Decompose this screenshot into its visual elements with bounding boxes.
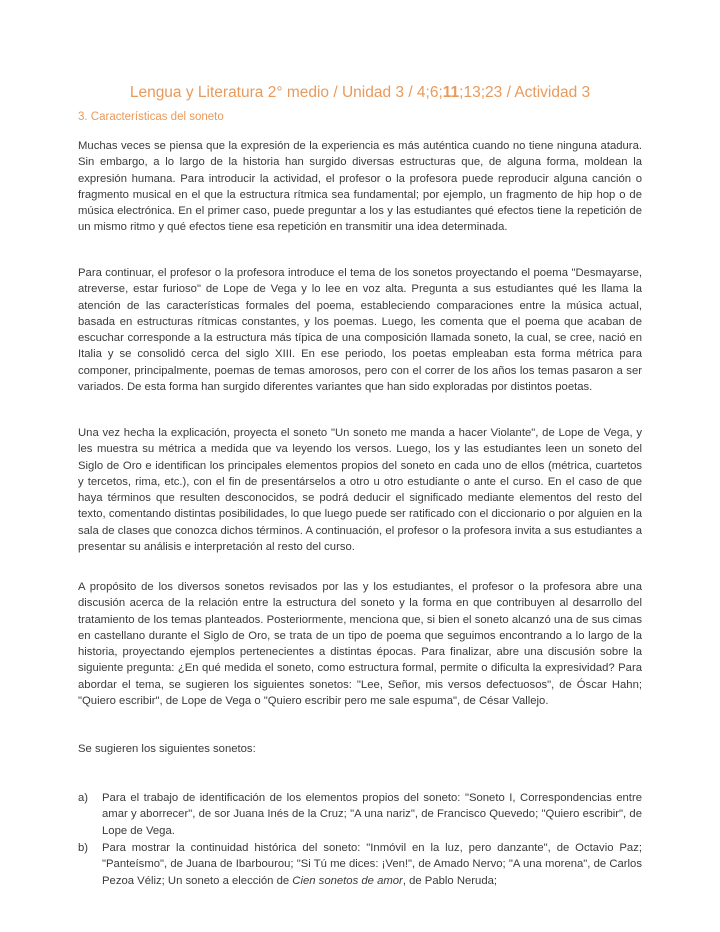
- paragraph-discussion: A propósito de los diversos sonetos revisados por las y los estudiantes, el profesor o la profesora abre una discusión acerca de la relación entre la estructura del soneto y la forma en que contribuyen al desarrollo del tratamiento de los temas planteados. Posteriormente, menciona que, si bien el soneto alcanzó una de sus cimas en castellano durante el Siglo de Oro, se trata de un tipo de poema que seguimos encontrando a lo largo de la historia, proyectando ejemplos pertenecientes a distintas épocas. Para finalizar, abre una discusión sobre la siguiente pregunta: ¿En qué medida el soneto, como estructura formal, permite o dificulta la expresividad? Para abordar el tema, se sugieren los siguientes sonetos: "Lee, Señor, mis versos defectuosos", de Óscar Hahn; "Quiero escribir", de Lope de Vega o "Quiero escribir pero me sale espuma", de César Vallejo.: [78, 581, 642, 708]
- paragraph-sonnet-intro: Para continuar, el profesor o la profesora introduce el tema de los sonetos proyectando el poema "Desmayarse, atreverse, estar furioso" de Lope de Vega y lo lee en voz alta. Pregunta a sus estudiantes qué les llama la atención de las características formales del poema, estableciendo comparaciones entre la música actual, basada en estructuras rítmicas constantes, y los poemas. Luego, les comenta que el poema que acaban de escuchar corresponde a la estructura más típica de una composición llamada soneto, la cual, se cree, nació en Italia y se consolidó cerca del siglo XIII. En ese periodo, los poetas empleaban esta forma métrica para componer, principalmente, poemas de temas amorosos, pero con el correr de los años los temas pasaron a ser variados. De esta forma han surgido diferentes variantes que han sido exploradas por distintos poetas.: [78, 267, 642, 394]
- paragraph-analysis: Una vez hecha la explicación, proyecta el soneto "Un soneto me manda a hacer Violante", de Lope de Vega, y les muestra su métrica a medida que va leyendo los versos. Luego, los y las estudiantes leen un soneto del Siglo de Oro e identifican los principales elementos propios del soneto en cada uno de ellos (métrica, cuartetos y tercetos, rima, etc.), con el fin de presentárselos a otro u otro estudiante o ante el curso. En el caso de que haya términos que resulten desconocidos, se podrá deducir el significado mediante elementos del resto del texto, comentando distintas posibilidades, lo que luego puede ser ratificado con el diccionario o por alguien en la sala de clases que conozca dichos términos. A continuación, el profesor o la profesora invita a sus estudiantes a presentar su análisis e interpretación al resto del curso.: [78, 427, 642, 554]
- list-text: Para mostrar la continuidad histórica del soneto: "Inmóvil en la luz, pero danzante", de Octavio Paz; "Panteísmo", de Juana de Ibarbourou; "Si Tú me dices: ¡Ven!", de Amado Nervo; "A una morena", de Carlos Pezoa Véliz; Un soneto a elección de Cien sonetos de amor, de Pablo Neruda;: [102, 842, 642, 887]
- list-item: [78, 840, 642, 889]
- page-title: Lengua y Literatura 2° medio / Unidad 3 / 4;6;11;13;23 / Actividad 3: [129, 84, 591, 101]
- list-marker: a): [78, 792, 89, 804]
- paragraph-suggestions: Se sugieren los siguientes sonetos:: [78, 743, 256, 755]
- list-item: [78, 790, 642, 839]
- paragraph-intro: Muchas veces se piensa que la expresión de la experiencia es más auténtica cuando no tiene ninguna atadura. Sin embargo, a lo largo de la historia han surgido diversas estructuras que, de alguna forma, moldean la expresión humana. Para introducir la actividad, el profesor o la profesora puede reproducir alguna canción o fragmento musical en el que la estructura rítmica sea fundamental; por ejemplo, un fragmento de hip hop o de música electrónica. En el primer caso, puede preguntar a los y las estudiantes qué efectos tiene la repetición de un mismo ritmo y qué efectos tiene esa repetición en transmitir una idea determinada.: [78, 140, 642, 234]
- section-heading: 3. Características del soneto: [78, 111, 224, 123]
- list-text: Para el trabajo de identificación de los elementos propios del soneto: "Soneto I, Correspondencias entre amar y aborrecer", de sor Juana Inés de la Cruz; "A una nariz", de Francisco Quevedo; "Quiero escribir", de Lope de Vega.: [102, 792, 642, 837]
- list-marker: b): [78, 842, 89, 854]
